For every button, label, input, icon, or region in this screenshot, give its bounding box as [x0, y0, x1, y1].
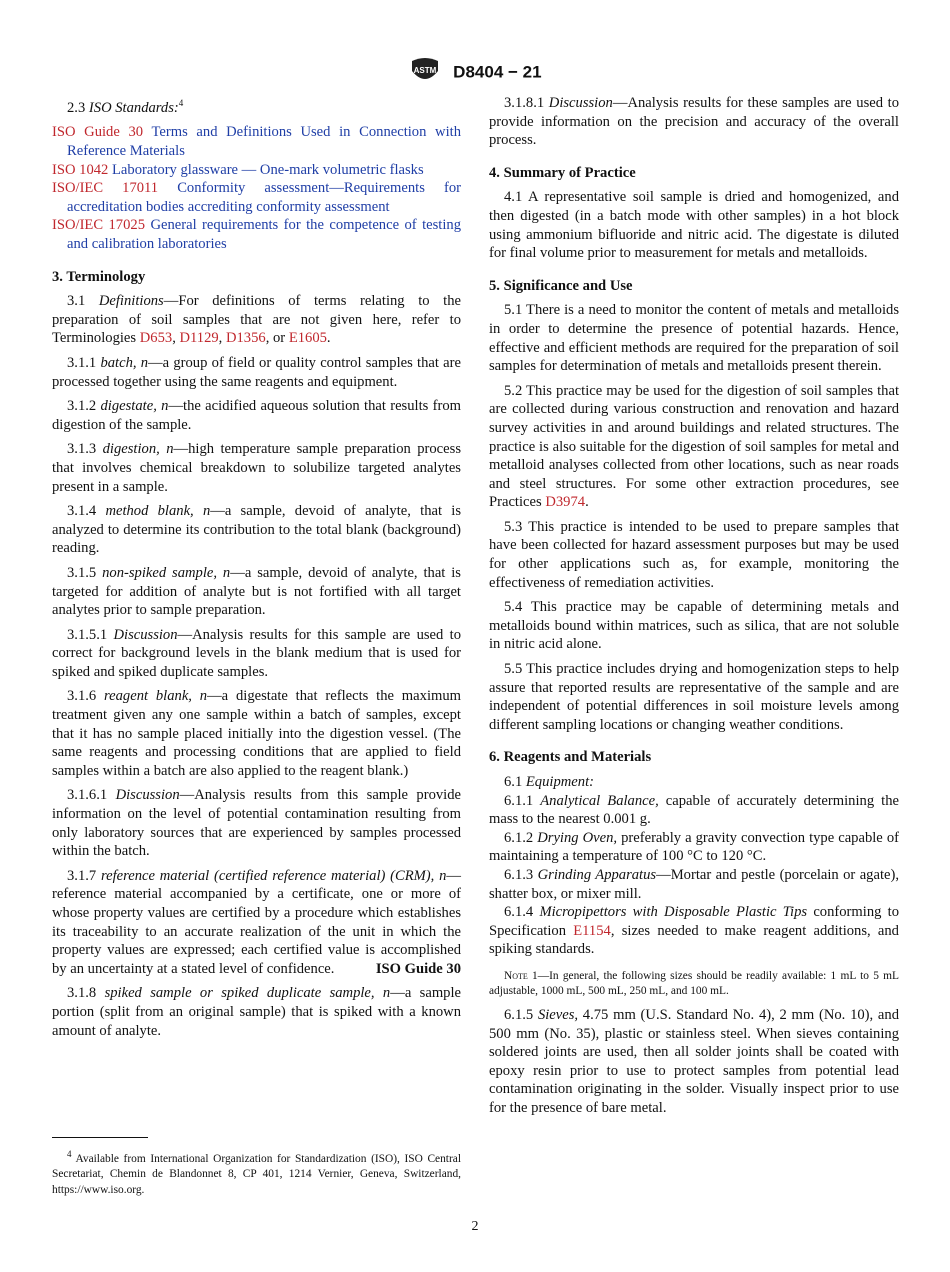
ref-link-d1356[interactable]: D1356	[225, 330, 266, 347]
para-3-1-4: 3.1.4 method blank, n—a sample, devoid of analyte, that is analyzed to determine its contribution to the total blank (background) reading.	[52, 503, 461, 557]
iso-code-link[interactable]: ISO Guide 30	[52, 124, 144, 141]
para-6-1-1: 6.1.1 Analytical Balance, capable of accurately determining the mass to the nearest 0.001 g.	[489, 792, 900, 828]
para-3-1-1: 3.1.1 batch, n—a group of field or quality control samples that are processed together using the same reagents and equipment.	[52, 354, 461, 390]
footnote-divider	[52, 1137, 148, 1138]
page-number: 2	[471, 1219, 479, 1234]
para-3-1-5: 3.1.5 non-spiked sample, n—a sample, devoid of analyte, that is targeted for addition of analyte but is not fortified with all target analytes prior to sample preparation.	[52, 564, 461, 619]
para-3-1-6-1: 3.1.6.1 Discussion—Analysis results from this sample provide information on the level of potential contamination resulting from only laboratory sources that are experienced by samples processed within the batch.	[52, 787, 461, 860]
left-column	[52, 94, 461, 1046]
para-6-1-4: 6.1.4 Micropipettors with Disposable Plastic Tips conforming to Specification E1154, sizes needed to make reagent additions, and spiking standards.	[489, 904, 900, 958]
astm-logo-icon	[408, 57, 442, 88]
ref-link-d1129[interactable]: D1129	[179, 330, 219, 347]
para-3-1-8: 3.1.8 spiked sample or spiked duplicate sample, n—a sample portion (split from an original sample) that is spiked with a known amount of analyte.	[52, 985, 462, 1039]
section-heading-summary: 4. Summary of Practice	[489, 164, 636, 181]
para-3-1-5-1: 3.1.5.1 Discussion—Analysis results for this sample are used to correct for background levels in the blank medium that is used for spiked and spiked duplicate samples.	[52, 626, 461, 680]
iso-title-link[interactable]: General requirements for the competence of testing and calibration laboratories	[67, 217, 461, 253]
para-6-1-3: 6.1.3 Grinding Apparatus—Mortar and pestle (porcelain or agate), shatter box, or mixer mill.	[489, 866, 899, 902]
section-heading-significance: 5. Significance and Use	[489, 277, 633, 294]
para-5-3: 5.3 This practice is intended to be used to prepare samples that have been collected for hazard assessment purposes but may be used for other applications such as, for example, monitoring the effectiveness of remediation activities.	[489, 518, 899, 591]
iso-title-link[interactable]: Conformity assessment—Requirements for accreditation bodies accrediting conformity assessment	[67, 180, 461, 215]
iso-standard-item	[52, 161, 461, 180]
iso-standard-item	[52, 123, 461, 160]
para-5-2: 5.2 This practice may be used for the digestion of soil samples that are collected during various construction and renovation and hazard survey activities in and around buildings and related structures. The practice is also suitable for the digestion of soil samples for metal and metalloid analyses collected from other locations, such as near roads and steel structures. For some other extraction procedures, see Practices D3974.	[489, 382, 899, 511]
section-heading-reagents: 6. Reagents and Materials	[489, 749, 652, 766]
para-5-5: 5.5 This practice includes drying and homogenization steps to help assure that reported results are representative of the sample and are independent of potential differences in soil moisture levels among different sampling locations or changing weather conditions.	[489, 661, 899, 733]
iso-title-link[interactable]: Terms and Definitions Used in Connection with Reference Materials	[67, 124, 462, 160]
para-5-1: 5.1 There is a need to monitor the content of metals and metalloids in order to determine the presence of potential hazards. Hence, effective and efficient methods are required for the preparation of soil samples for determination of metals and metalloids present therein.	[489, 302, 899, 375]
ref-link-d3974[interactable]: D3974	[545, 494, 586, 511]
iso-code-link[interactable]: ISO/IEC 17025	[52, 217, 145, 234]
section-2-3-heading: 2.3 ISO Standards:$^4$	[67, 98, 184, 116]
ref-link-e1154[interactable]: E1154	[573, 922, 611, 939]
para-3-1-8-1: 3.1.8.1 Discussion—Analysis results for these samples are used to provide information on the precision and accuracy of the overall process.	[489, 95, 900, 149]
footnote-ref[interactable]: 4	[178, 98, 184, 108]
iso-standard-item	[52, 216, 461, 253]
para-3-1-3: 3.1.3 digestion, n—high temperature sample preparation process that involves chemical breakdown to solubilize targeted analytes present in a sample.	[52, 441, 461, 495]
para-4-1: 4.1 A representative soil sample is dried and homogenized, and then digested (in a batch mode with other samples) in a hot block using ammonium bifluoride and nitric acid. The digestate is diluted for final volume prior to measurement for metals and metalloids.	[489, 189, 899, 262]
note-1: Note 1—In general, the following sizes should be readily available: 1 mL to 5 mL adjustable, 1000 mL, 500 mL, 250 mL, and 100 mL.	[489, 969, 899, 998]
iso-code-link[interactable]: ISO/IEC 17011	[52, 180, 159, 197]
right-column	[489, 94, 899, 1124]
iso-code-link[interactable]: ISO 1042	[52, 161, 109, 178]
page-header	[0, 57, 950, 88]
para-3-1: 3.1 Definitions—For definitions of terms relating to the preparation of soil samples that are not given here, refer to Terminologies D653, D1129, D1356, or E1605.	[52, 293, 462, 347]
para-6-1: 6.1 Equipment:	[504, 774, 594, 790]
para-3-1-6: 3.1.6 reagent blank, n—a digestate that reflects the maximum treatment given any one sample within a batch of samples, except that it has no sample placed initially into the digestion vessel. (The same reagents and processing conditions that are applied to field samples within a batch are also applied to the reagent blank.)	[52, 688, 461, 779]
para-3-1-7: 3.1.7 reference material (certified reference material) (CRM), n—reference material accompanied by a certificate, one or more of whose property values are certified by a procedure which establishes its traceability to an accurate realization of the unit in which the property values are expressed; each certified value is accomplished by an uncertainty at a stated level of confidence. ISO Guide 30	[52, 867, 461, 977]
para-6-1-5: 6.1.5 Sieves, 4.75 mm (U.S. Standard No. 4), 2 mm (No. 10), and 500 mm (No. 35), plastic or stainless steel. When sieves containing soldered joints are used, then all solder joints shall be coated with epoxy resin prior to use to protect samples from potential lead contamination originating in the solder. Visually inspect prior to use for the presence of bare metal.	[489, 1006, 899, 1116]
iso-standard-item	[52, 179, 461, 216]
iso-title-link[interactable]: Laboratory glassware — One-mark volumetric flasks	[112, 161, 424, 178]
ref-link-d653[interactable]: D653	[139, 330, 173, 347]
para-5-4: 5.4 This practice may be capable of determining metals and metalloids bound within matrices, such as silica, that are not soluble in nitric acid alone.	[489, 599, 899, 653]
section-heading-terminology: 3. Terminology	[52, 268, 146, 285]
source-citation: ISO Guide 30	[375, 960, 461, 977]
svg-text:ASTM: ASTM	[414, 66, 437, 75]
para-6-1-2: 6.1.2 Drying Oven, preferably a gravity convection type capable of maintaining a temperature of 100 °C to 120 °C.	[489, 829, 899, 865]
ref-link-e1605[interactable]: E1605	[288, 330, 327, 347]
document-id: D8404 − 21	[453, 62, 542, 82]
para-3-1-2: 3.1.2 digestate, n—the acidified aqueous solution that results from digestion of the sample.	[52, 398, 461, 433]
footnote-4: $^4$ Available from International Organization for Standardization (ISO), ISO Central Secretariat, Chemin de Blandonnet 8, CP 401, 1214 Vernier, Geneva, Switzerland, https://www.iso.org.	[52, 1149, 461, 1196]
